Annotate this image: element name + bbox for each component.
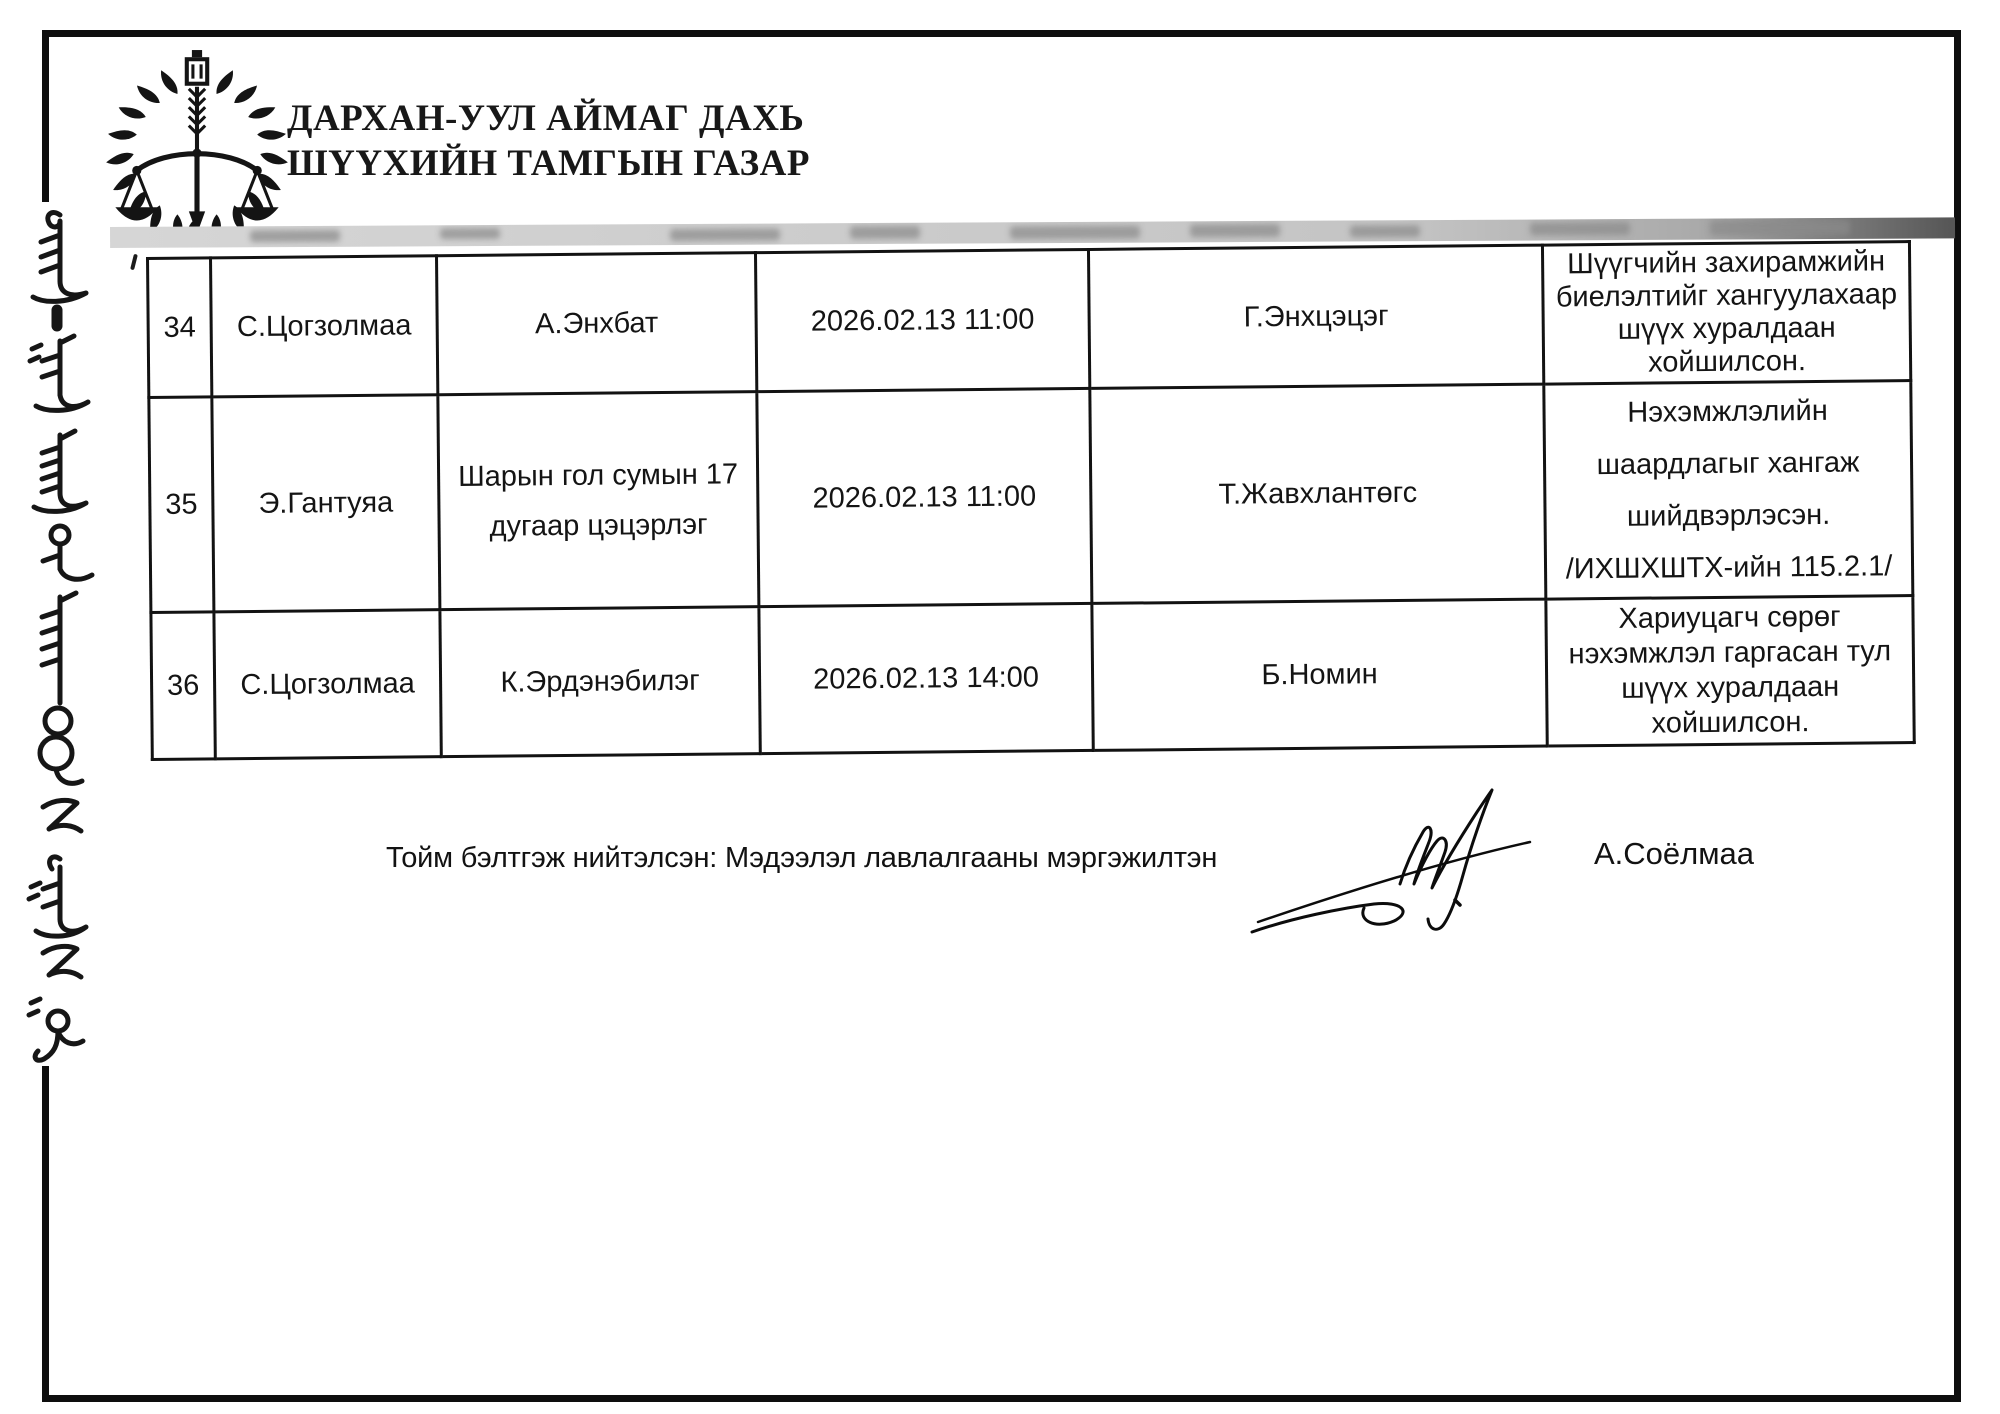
cell-datetime: 2026.02.13 14:00 <box>759 603 1093 753</box>
org-name-line1: ДАРХАН-УУЛ АЙМАГ ДАХЬ <box>287 98 805 139</box>
hearing-summary-table <box>146 240 1916 761</box>
cell-datetime: 2026.02.13 11:00 <box>755 249 1089 391</box>
signature-icon <box>1250 772 1542 940</box>
org-name-line2: ШҮҮХИЙН ТАМГЫН ГАЗАР <box>287 143 810 184</box>
cell-number: 34 <box>148 258 212 398</box>
cell-party: К.Эрдэнэбилэг <box>440 607 760 757</box>
cell-number: 35 <box>149 397 214 613</box>
court-emblem-icon <box>104 48 290 244</box>
cell-datetime: 2026.02.13 11:00 <box>757 388 1092 606</box>
page-border-left-upper <box>42 30 49 202</box>
cell-participant: Б.Номин <box>1092 599 1547 750</box>
org-name <box>287 96 810 186</box>
cell-participant: Т.Жавхлантөгс <box>1090 384 1546 603</box>
cell-result: Шүүгчийн захирамжийн биелэлтийг хангуулахаар шүүх хуралдаан хойшилсон. <box>1542 242 1910 385</box>
cell-result: Нэхэмжлэлийн шаардлагыг хангаж шийдвэрлэсэн. /ИХШХШТХ-ийн 115.2.1/ <box>1544 381 1913 600</box>
mongolian-vertical-script <box>12 203 104 1071</box>
table-row <box>149 381 1913 613</box>
cell-judge: С.Цогзолмаа <box>211 256 438 397</box>
cell-party: Шарын гол сумын 17 дугаар цэцэрлэг <box>438 392 759 610</box>
table-row <box>151 596 1914 760</box>
signer-name: А.Соёлмаа <box>1594 836 1755 871</box>
table-row <box>148 242 1911 398</box>
cell-judge: С.Цогзолмаа <box>214 610 441 759</box>
cell-party: А.Энхбат <box>437 253 757 395</box>
page-border-bottom <box>42 1395 1961 1402</box>
mongol-script-glyphs <box>12 203 104 1071</box>
scan-mark <box>130 254 138 270</box>
prepared-by-label: Тойм бэлтгэж нийтэлсэн: Мэдээлэл лавлалгааны мэргэжилтэн <box>386 842 1218 874</box>
cell-result: Хариуцагч сөрөг нэхэмжлэл гаргасан тул шүүх хуралдаан хойшилсон. <box>1546 596 1914 747</box>
cell-number: 36 <box>151 612 215 760</box>
cell-participant: Г.Энхцэцэг <box>1088 245 1543 388</box>
page-border-top <box>42 30 1961 37</box>
page-border-left-lower <box>42 1066 49 1402</box>
cell-judge: Э.Гантуяа <box>212 395 440 612</box>
